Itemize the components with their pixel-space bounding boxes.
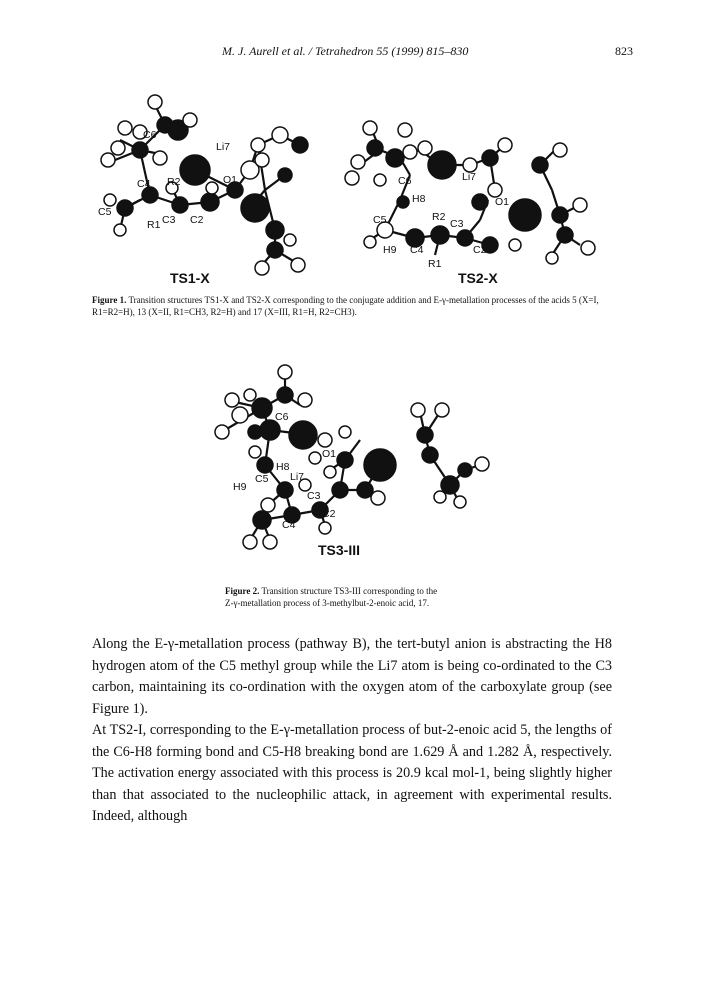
atom-label: C4	[282, 519, 296, 531]
atom-label: Li7	[216, 141, 231, 153]
atom-label: C5	[255, 473, 269, 485]
atom-label: C5	[98, 206, 112, 218]
caption-text: Transition structure TS3-III corresponding to the	[261, 586, 438, 596]
ts-label-fig2: TS3-III	[318, 542, 361, 558]
atom-label: Li7	[462, 171, 477, 183]
running-head: M. J. Aurell et al. / Tetrahedron 55 (1999) 815–830	[222, 44, 469, 58]
caption-line-1	[225, 585, 605, 597]
paragraph-2: At TS2-I, corresponding to the E-γ-metallation process of but-2-enoic acid 5, the lengths of the C6-H8 forming bond and C5-H8 breaking bond are 1.629 Å and 1.282 Å, respectively. The activation energy associated with this process is 20.9 kcal mol-1, being slightly higher than that associated to the nucleophilic attack, in agreement with experimental results. Indeed, although	[92, 722, 612, 824]
atom-label: C2	[322, 508, 336, 520]
figure-1-caption	[92, 294, 612, 318]
atoms-fig2	[215, 365, 489, 549]
atom-label: R2	[432, 211, 446, 223]
atom-label: C3	[307, 490, 321, 502]
atom-label: C3	[162, 214, 176, 226]
atom-label: R1	[147, 219, 161, 231]
atom-label: H9	[383, 244, 397, 256]
atom-label: Li7	[290, 471, 305, 483]
atom-label: C2	[190, 214, 204, 226]
atom-label: O1	[223, 174, 238, 186]
atom-label: C4	[137, 178, 151, 190]
paragraph-1: Along the E-γ-metallation process (pathway B), the tert-butyl anion is abstracting the H8 hydrogen atom of the C5 methyl group while the Li7 atom is being co-ordinated to the C3 carbon, maintaining its co-ordination with the oxygen atom of the carboxylate group (see Figure 1).	[92, 636, 612, 717]
atoms-left	[101, 95, 308, 275]
atom-label: C5	[373, 214, 387, 226]
caption-text: Transition structures TS1-X and TS2-X corresponding to the conjugate addition and E-γ-metallation processes of the acids 5 (X=I, R1=R2=H), 13 (X=II, R1=CH3, R2=H) and 17 (X=III, R1=H, R2=CH3).	[92, 295, 599, 317]
body-text	[92, 634, 612, 828]
atom-label: C6	[143, 129, 157, 141]
atom-label: C2	[473, 244, 487, 256]
figure-2-caption	[225, 585, 605, 609]
figure-2-molecule	[0, 360, 701, 575]
atom-label: O1	[495, 196, 510, 208]
caption-label: Figure 1.	[92, 295, 127, 305]
page-number: 823	[615, 44, 633, 58]
atom-label: C6	[398, 175, 412, 187]
atom-label: H8	[276, 461, 290, 473]
ts-label-right: TS2-X	[458, 270, 498, 286]
atom-label: R2	[167, 176, 181, 188]
atom-label: C4	[410, 244, 424, 256]
caption-line-2: Z-γ-metallation process of 3-methylbut-2-enoic acid, 17.	[225, 598, 430, 608]
atom-label: H8	[412, 193, 426, 205]
caption-label: Figure 2.	[225, 586, 260, 596]
atom-label: C3	[450, 218, 464, 230]
running-header	[0, 44, 701, 60]
figure-1-molecules	[0, 90, 701, 290]
atom-label: O1	[322, 448, 337, 460]
ts-label-left: TS1-X	[170, 270, 210, 286]
atom-label: R1	[428, 258, 442, 270]
atoms-right	[345, 121, 595, 264]
atom-label: H9	[233, 481, 247, 493]
atom-label: C6	[275, 411, 289, 423]
